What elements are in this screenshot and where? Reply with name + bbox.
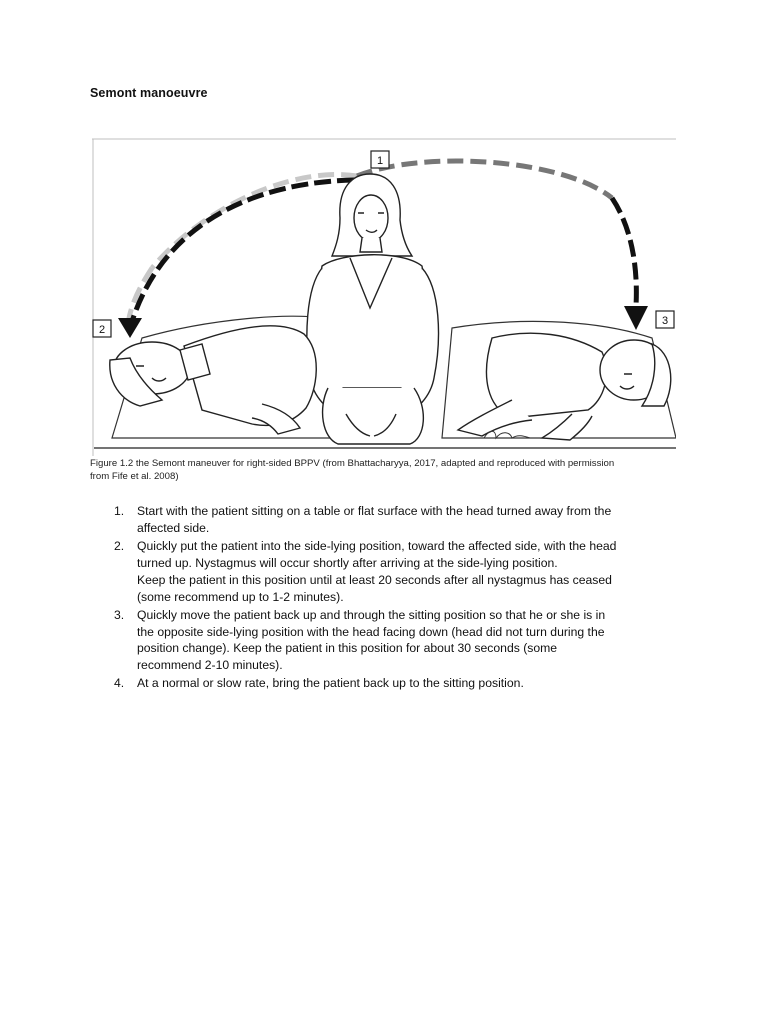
- list-item: [110, 607, 620, 673]
- figure-caption: [90, 457, 690, 483]
- step-text: At a normal or slow rate, bring the patient back up to the sitting position.: [137, 676, 524, 690]
- figure-caption-line-1: Figure 1.2 the Semont maneuver for right-sided BPPV (from Bhattacharyya, 2017, adapted and reproduced with permission: [90, 458, 615, 469]
- arc-right-black: [612, 198, 636, 306]
- panel-label-1: 1: [376, 155, 384, 167]
- step-note: Keep the patient in this position until at least 20 seconds after all nystagmus has ceased (some recommend up to 1-2 minutes).: [137, 573, 612, 604]
- panel-label-3: 3: [661, 315, 669, 327]
- list-item: [110, 503, 620, 536]
- page-title: Semont manoeuvre: [90, 86, 208, 100]
- semont-maneuver-figure: [92, 138, 676, 456]
- figure-illustration: [92, 138, 676, 456]
- panel-label-2: 2: [98, 324, 106, 336]
- arc-outer-gray: [152, 175, 357, 268]
- steps-list: [110, 503, 620, 694]
- step-text: Quickly move the patient back up and through the sitting position so that he or she is in the opposite side-lying position with the head facing down (head did not turn during the position change). Keep the patient in this position for about 30 seconds (some recommend 2-10 minutes).: [137, 608, 606, 672]
- arrow-head-right-icon: [624, 306, 648, 330]
- step-number: 3.: [114, 608, 125, 622]
- list-item: [110, 675, 620, 692]
- step-text: Quickly put the patient into the side-lying position, toward the affected side, with the head turned up. Nystagmus will occur shortly after arriving at the side-lying position.: [137, 539, 617, 570]
- arrow-head-left-icon: [118, 318, 142, 338]
- step-number: 1.: [114, 504, 125, 518]
- seated-patient-figure: [307, 174, 439, 444]
- artist-signature: [484, 431, 530, 438]
- figure-caption-line-2: from Fife et al. 2008): [90, 471, 179, 482]
- right-lying-patient-figure: [458, 333, 671, 440]
- step-number: 4.: [114, 676, 125, 690]
- step-number: 2.: [114, 539, 125, 553]
- list-item: [110, 538, 620, 605]
- step-text: Start with the patient sitting on a table or flat surface with the head turned away from the affected side.: [137, 504, 612, 535]
